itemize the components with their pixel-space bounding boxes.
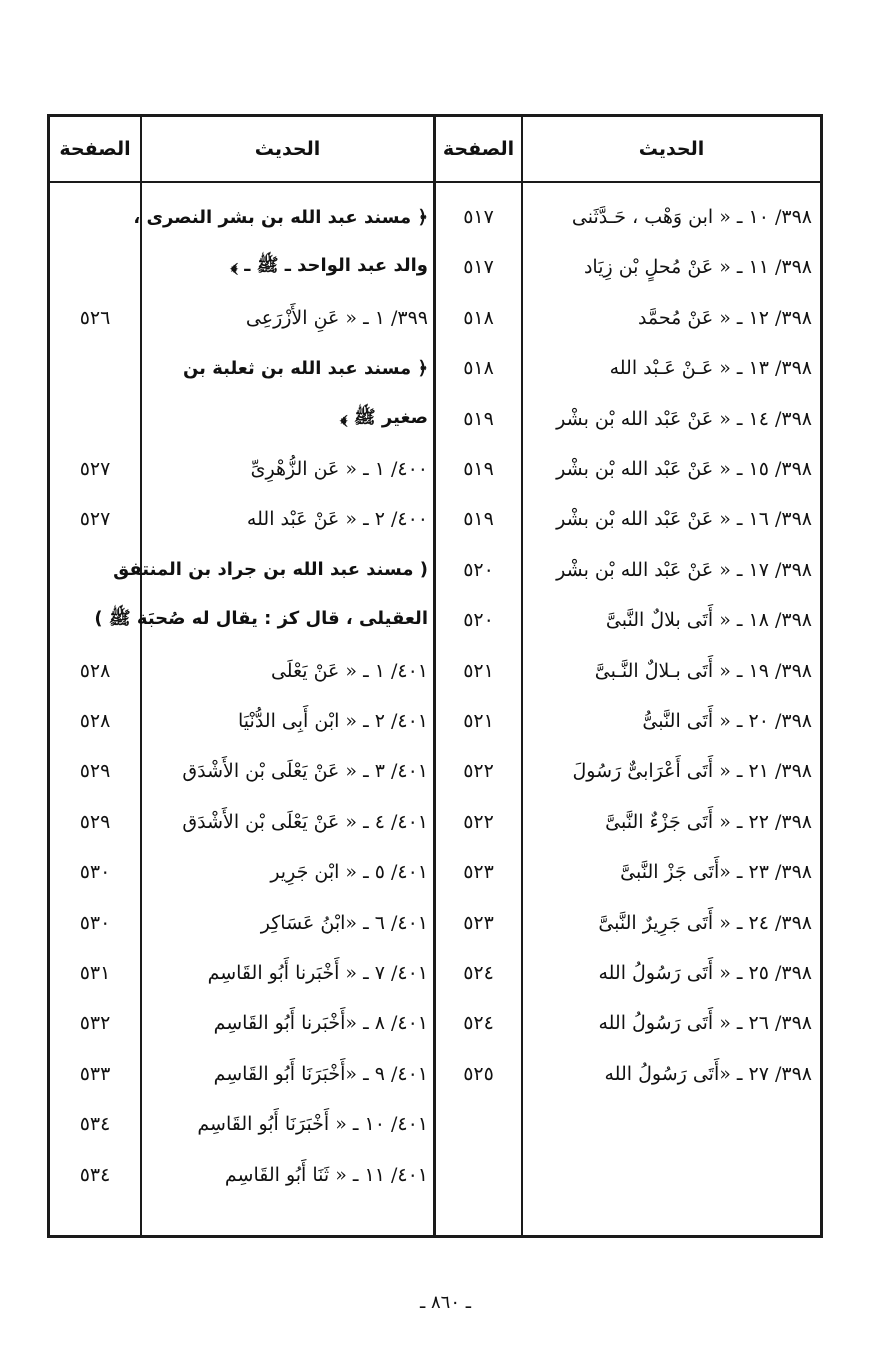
right-hadith-entry: ٣٩٨/ ١١ ـ « عَنْ مُحلٍ بْن زِيَاد xyxy=(583,256,812,279)
right-page-ref: ٥١٩ xyxy=(463,458,494,480)
right-page-ref: ٥١٩ xyxy=(463,407,494,430)
column-divider xyxy=(140,117,142,1235)
section-heading: صغير ﷺ ﴾ xyxy=(340,406,428,428)
left-hadith-entry: ٤٠١/ ٤ ـ « عَنْ يَعْلَى بْن الأَشْدَق xyxy=(182,810,428,833)
left-hadith-entry: ٤٠١/ ٦ ـ «ابْنُ عَسَاكِر xyxy=(260,911,428,934)
right-page-ref: ٥٢٥ xyxy=(463,1062,494,1085)
right-page-ref: ٥٢٢ xyxy=(463,810,494,833)
left-page-ref: ٥٢٩ xyxy=(79,810,111,833)
left-hadith-entry: ٤٠١/ ١٠ ـ « أَخْبَرَنَا أَبُو القَاسِم xyxy=(197,1113,428,1136)
left-page-ref: ٥٣٣ xyxy=(79,1062,111,1085)
left-hadith-entry: ٤٠١/ ٢ ـ « ابْن أَبِى الدُّنْيَا xyxy=(238,710,428,732)
left-hadith-header: الحديث xyxy=(254,138,321,160)
page-number: ـ ٨٦٠ ـ xyxy=(419,1292,471,1313)
right-page-ref: ٥٢٣ xyxy=(463,911,494,934)
right-page-ref: ٥٢٠ xyxy=(463,558,494,581)
left-hadith-entry: ٤٠١/ ٥ ـ « ابْن جَرِير xyxy=(270,861,428,884)
left-hadith-entry: ٤٠١/ ١ ـ « عَنْ يَعْلَى xyxy=(270,659,428,682)
left-hadith-entry: ٤٠١/ ٨ ـ «أَخْبَرنا أَبُو القَاسِم xyxy=(213,1012,428,1035)
right-page-ref: ٥١٨ xyxy=(463,357,494,380)
header-rule xyxy=(50,181,820,183)
left-hadith-entry: ٤٠٠/ ١ ـ « عَن الزُّهْرِىِّ xyxy=(250,458,428,480)
section-heading: ( مسند عبد الله بن جراد بن المنتفق xyxy=(113,559,428,581)
right-hadith-entry: ٣٩٨/ ١٧ ـ « عَنْ عَبْد الله بْن بشْر xyxy=(556,558,812,581)
center-divider xyxy=(433,117,436,1235)
right-hadith-entry: ٣٩٨/ ٢٥ ـ « أَتَى رَسُولُ الله xyxy=(598,962,812,984)
right-hadith-entry: ٣٩٨/ ١٢ ـ « عَنْ مُحمَّد xyxy=(637,306,812,329)
left-hadith-entry: ٤٠١/ ٣ ـ « عَنْ يَعْلَى بْن الأَشْدَق xyxy=(182,760,428,783)
right-hadith-entry: ٣٩٨/ ٢٢ ـ « أَتَى جَزْءٌ النَّبىَّ xyxy=(605,810,812,833)
right-page-ref: ٥٢٤ xyxy=(463,1012,494,1035)
left-page-ref: ٥٣١ xyxy=(79,962,111,984)
right-page-ref: ٥١٧ xyxy=(463,206,494,228)
left-page-ref: ٥٣٤ xyxy=(79,1113,111,1136)
right-hadith-entry: ٣٩٨/ ٢٦ ـ « أَتَى رَسُولُ الله xyxy=(598,1012,812,1035)
section-heading: والد عبد الواحد ـ ﷺ ـ ﴾ xyxy=(230,255,428,277)
left-page-ref: ٥٢٧ xyxy=(79,458,111,480)
right-page-ref: ٥٢٤ xyxy=(463,962,494,984)
section-heading: ﴿ مسند عبد الله بن بشر النصرى ، xyxy=(133,206,428,228)
left-page-ref: ٥٢٦ xyxy=(79,306,111,329)
left-page-header: الصفحة xyxy=(59,138,131,160)
right-hadith-entry: ٣٩٨/ ٢١ ـ « أَتَى أَعْرَابىٌّ رَسُولَ xyxy=(572,760,812,783)
right-page-ref: ٥٢١ xyxy=(463,659,494,682)
column-divider xyxy=(521,117,523,1235)
left-page-ref: ٥٢٧ xyxy=(79,508,111,531)
left-page-ref: ٥٢٨ xyxy=(79,710,111,732)
right-page-ref: ٥٢١ xyxy=(463,710,494,732)
right-page-ref: ٥١٧ xyxy=(463,256,494,279)
left-page-ref: ٥٢٩ xyxy=(79,760,111,783)
right-hadith-entry: ٣٩٨/ ٢٠ ـ « أَتَى النَّبىُّ xyxy=(642,710,812,732)
section-heading: العقيلى ، قال كز : يقال له صُحبَة ﷺ ) xyxy=(94,608,428,630)
right-hadith-entry: ٣٩٨/ ١٩ ـ « أَتَى بـلالٌ النَّـبىَّ xyxy=(594,659,812,682)
right-hadith-entry: ٣٩٨/ ١٣ ـ « عَـنْ عَـبْد الله xyxy=(609,357,812,380)
right-hadith-header: الحديث xyxy=(638,138,705,160)
right-hadith-entry: ٣٩٨/ ١٦ ـ « عَنْ عَبْد الله بْن بشْر xyxy=(556,508,812,531)
right-page-ref: ٥١٩ xyxy=(463,508,494,531)
right-hadith-entry: ٣٩٨/ ٢٤ ـ « أَتَى جَرِيرٌ النَّبىَّ xyxy=(598,911,812,934)
right-hadith-entry: ٣٩٨/ ١٨ ـ « أَتَى بلالٌ النَّبىَّ xyxy=(605,609,812,632)
hadith-index-table xyxy=(47,114,823,1238)
right-page-ref: ٥٢٣ xyxy=(463,861,494,884)
right-hadith-entry: ٣٩٨/ ٢٣ ـ «أَتَى جَزْ النَّبىَّ xyxy=(620,861,812,884)
right-page-header: الصفحة xyxy=(442,138,515,160)
right-hadith-entry: ٣٩٨/ ٢٧ ـ «أَتَى رَسُولُ الله xyxy=(604,1062,812,1085)
left-hadith-entry: ٤٠١/ ٧ ـ « أَخْبَرنا أَبُو القَاسِم xyxy=(207,962,428,984)
right-page-ref: ٥٢٠ xyxy=(463,609,494,632)
left-hadith-entry: ٤٠١/ ١١ ـ « ثَنَا أَبُو القَاسِم xyxy=(224,1163,428,1186)
left-page-ref: ٥٣٠ xyxy=(79,911,111,934)
left-hadith-entry: ٣٩٩/ ١ ـ « عَنِ الأَزْرَعِى xyxy=(245,306,428,329)
section-heading: ﴿ مسند عبد الله بن ثعلبة بن xyxy=(182,357,428,379)
right-page-ref: ٥٢٢ xyxy=(463,760,494,783)
left-hadith-entry: ٤٠١/ ٩ ـ «أَخْبَرَنَا أَبُو القَاسِم xyxy=(213,1062,428,1085)
left-page-ref: ٥٣٤ xyxy=(79,1163,111,1186)
left-page-ref: ٥٣٢ xyxy=(79,1012,111,1035)
left-page-ref: ٥٣٠ xyxy=(79,861,111,884)
right-hadith-entry: ٣٩٨/ ١٥ ـ « عَنْ عَبْد الله بْن بشْر xyxy=(556,458,812,480)
right-hadith-entry: ٣٩٨/ ١٠ ـ « ابن وَهْب ، حَـدَّثَنى xyxy=(571,206,812,228)
left-hadith-entry: ٤٠٠/ ٢ ـ « عَنْ عَبْد الله xyxy=(246,508,428,531)
right-page-ref: ٥١٨ xyxy=(463,306,494,329)
right-hadith-entry: ٣٩٨/ ١٤ ـ « عَنْ عَبْد الله بْن بشْر xyxy=(556,407,812,430)
left-page-ref: ٥٢٨ xyxy=(79,659,111,682)
